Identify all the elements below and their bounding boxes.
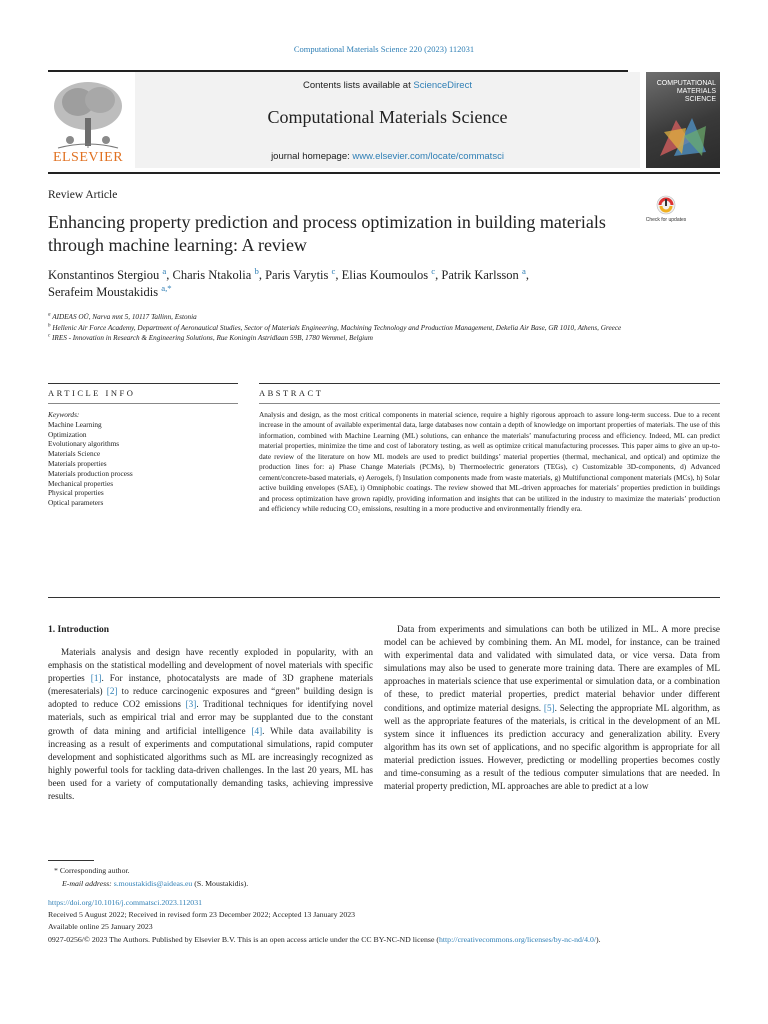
author-affiliation-mark[interactable]: a	[162, 265, 167, 276]
author-affiliation-mark[interactable]: c	[331, 265, 336, 276]
citation-link[interactable]: [5]	[543, 702, 555, 713]
author-name[interactable]: Serafeim Moustakidis	[48, 285, 159, 299]
affiliation-text: Hellenic Air Force Academy, Department of Aeronautical Studies, Sector of Materials Engineering, Machining Technology and Production Management, Dekelia Air Base, GR 1010, Athens, Greece	[52, 323, 622, 332]
intro-text: Materials analysis and design have recently exploded in popularity, with an emphasis on the statistical modelling and development of novel materials with specific properties	[48, 647, 373, 684]
keyword: Materials production process	[48, 468, 133, 478]
keyword: Mechanical properties	[48, 478, 114, 488]
author-list: Konstantinos Stergiou $^a$, Charis Ntakolia $^b$, Paris Varytis $^c$, Elias Koumoulos $^c$, Patrik Karlsson $^a$, Serafeim Moustakidis $^{a,*}$	[48, 265, 529, 299]
author-affiliation-mark[interactable]: c	[431, 265, 436, 276]
available-online: Available online 25 January 2023	[48, 922, 153, 931]
license-link[interactable]: http://creativecommons.org/licenses/by-nc-nd/4.0/	[438, 935, 597, 944]
author-name[interactable]: Elias Koumoulos	[341, 268, 429, 282]
intro-text: . Traditional techniques for identifying novel materials, such as empirical trial and error may be supplanted due to the constant growth of data mining and artificial intelligence	[48, 699, 374, 736]
author-name[interactable]: Patrik Karlsson	[441, 268, 519, 282]
section-heading-introduction: 1. Introduction	[48, 625, 110, 635]
intro-text: . Selecting the appropriate ML algorithm, as well as the appropriate features of the materials, is critical in the development of an ML system since it influences its prediction accuracy and generalization ability. Every algorithm has its own set of applications, and no specific algorithm is appropriate for all material prediction issues. However, predicting or modelling properties becomes costly and time-consuming as a result of the tedious computer simulations that are needed. In material property prediction, ML approaches are able to predict at a low	[384, 702, 720, 792]
journal-title: Computational Materials Science	[267, 107, 508, 127]
journal-cover-thumbnail[interactable]	[646, 72, 720, 168]
abstract-text: Analysis and design, as the most critical components in material science, require a highly rigorous approach to assure long-term success. Due to a recent increase in the amount of available experimental data, large databases now contain a depth of knowledge on important properties of materials. The use of this information, combined with Machine Learning (ML) solutions, can enhance the materials’ manufacturing process and efficiency. Indeed, ML can predict material properties, minimize the time and cost of laboratory testing, as well as optimize critical manufacturing processes. This paper aims to give an up-to-date review of the literature on how ML models are used to predict buildings’ material properties (thermal, mechanical, and optical) and optimize the production lines for: a) Phase Change Materials (PCMs), b) Thermoelectric generators (TEGs), c) Customizable 3D-components, d) Advanced cement/concrete-based materials, e) Aerogels, f) Insulation components made from waste materials, g) Multifunctional component materials (MCs), h) Solar active building envelopes (SAE), i) Omniphobic coatings. The review showed that ML-driven approaches for materials’ properties prediction in buildings and process optimization have grown rapidly, providing information and insights that can be utilized in the industry to maximize the materials’ production and efficiency while reducing CO₂ emissions, resulting in a more productive and environmentally friendly era.	[259, 410, 720, 514]
header-bottom-rule	[48, 172, 720, 174]
check-updates-text: Check for updates	[646, 217, 686, 223]
citation-link[interactable]: [3]	[185, 699, 197, 710]
affiliation-mark: c	[48, 333, 51, 339]
keyword: Optimization	[48, 429, 87, 439]
intro-paragraph-1	[48, 646, 373, 803]
corresponding-text: Corresponding author.	[59, 866, 130, 875]
keyword: Physical properties	[48, 488, 104, 498]
affiliations	[48, 312, 648, 344]
author-name[interactable]: Paris Varytis	[265, 268, 329, 282]
check-for-updates-badge[interactable]	[646, 193, 686, 233]
affiliation-text: IRES - Innovation in Research & Engineering Solutions, Rue Koningin Astridlaan 59B, 1780 Wemmel, Belgium	[52, 334, 373, 342]
author-affiliation-mark[interactable]: b	[254, 265, 259, 276]
sciencedirect-link[interactable]: ScienceDirect	[413, 80, 472, 91]
affiliation-item	[48, 333, 648, 344]
affiliation-item	[48, 312, 648, 323]
received-dates: Received 5 August 2022; Received in revised form 23 December 2022; Accepted 13 January 2023	[48, 910, 356, 919]
cover-art-image	[656, 112, 710, 160]
article-type: Review Article	[48, 189, 118, 201]
abstract-sub-rule	[259, 403, 720, 404]
keyword: Materials properties	[48, 458, 107, 468]
keyword: Evolutionary algorithms	[48, 439, 120, 449]
affiliation-item	[48, 323, 648, 334]
article-info-top-rule	[48, 383, 238, 384]
elsevier-wordmark: ELSEVIER	[52, 150, 124, 165]
abstract-bottom-rule	[48, 597, 720, 598]
affiliation-mark: a	[48, 312, 51, 318]
abstract-top-rule	[259, 383, 720, 384]
article-info-heading: ARTICLE INFO	[48, 388, 136, 398]
doi-link[interactable]: https://doi.org/10.1016/j.commatsci.2023.112031	[48, 898, 202, 907]
intro-paragraph-2	[384, 623, 720, 793]
keywords-block	[48, 410, 238, 508]
abstract-heading: ABSTRACT	[259, 388, 324, 398]
contents-line	[135, 80, 640, 91]
keyword: Materials Science	[48, 449, 101, 459]
author-affiliation-mark[interactable]: a	[521, 265, 526, 276]
contents-prefix: Contents lists available at	[303, 80, 414, 91]
journal-homepage	[135, 151, 640, 162]
affiliation-text: AIDEAS OÜ, Narva mnt 5, 10117 Tallinn, Estonia	[52, 313, 197, 321]
email-label: E-mail address:	[62, 879, 114, 888]
email-note	[62, 878, 248, 889]
intro-text: to reduce carcinogenic exposures and “green” building design is adopted to reduce CO2 emissions	[48, 686, 373, 710]
license-statement	[48, 935, 720, 946]
article-info-sub-rule	[48, 403, 238, 404]
intro-text: . While data availability is increasing as a result of experiments and computational simulations, rapid computer development and sophisticated algorithms such as ML are increasingly recognized as highly powerful tools for tackling data-driven challenges. In the last 20 years, ML has been used for a variety of computationally demanding tasks, achieving impressive results.	[48, 725, 373, 802]
keyword: Machine Learning	[48, 419, 102, 429]
keywords-label: Keywords:	[48, 410, 80, 419]
email-name: (S. Moustakidis).	[192, 879, 249, 888]
author-name[interactable]: Konstantinos Stergiou	[48, 268, 160, 282]
footnote-rule	[48, 860, 94, 861]
affiliation-mark: b	[48, 323, 51, 329]
citation-link[interactable]: [4]	[251, 725, 263, 736]
author-name[interactable]: Charis Ntakolia	[172, 268, 252, 282]
cover-title: COMPUTATIONAL MATERIALS SCIENCE	[656, 80, 716, 103]
citation-link[interactable]: [2]	[106, 686, 118, 697]
author-affiliation-mark[interactable]: a,*	[161, 282, 172, 293]
intro-text: Data from experiments and simulations can both be utilized in ML. A more precise model can be achieved by combining them. An ML model, for instance, can be trained with experimental data and validated with simulated data, or vice versa. Data from simulations may also be used to generate more training data. There are examples of ML approaches in materials science that use experimental or simulation data, or a combination of these, to predict material properties, predict material behavior under different conditions, and optimize material designs.	[384, 624, 720, 713]
keyword: Optical parameters	[48, 498, 104, 508]
license-text-end: ).	[596, 935, 601, 944]
corresponding-author-note: * Corresponding author.	[54, 866, 130, 875]
email-link[interactable]: s.moustakidis@aideas.eu	[113, 879, 193, 888]
homepage-link[interactable]: www.elsevier.com/locate/commatsci	[352, 151, 504, 162]
homepage-prefix: journal homepage:	[271, 151, 353, 162]
intro-text: . For instance, photocatalysts are made of 3D graphene materials (meresaterials)	[48, 673, 373, 697]
license-text: 0927-0256/© 2023 The Authors. Published by Elsevier B.V. This is an open access article under the CC BY-NC-ND license (	[48, 935, 439, 944]
citation-link[interactable]: [1]	[90, 673, 102, 684]
journal-reference[interactable]: Computational Materials Science 220 (2023) 112031	[293, 44, 475, 54]
article-title: Enhancing property prediction and process optimization in building materials through machine learning: A review	[48, 212, 606, 255]
